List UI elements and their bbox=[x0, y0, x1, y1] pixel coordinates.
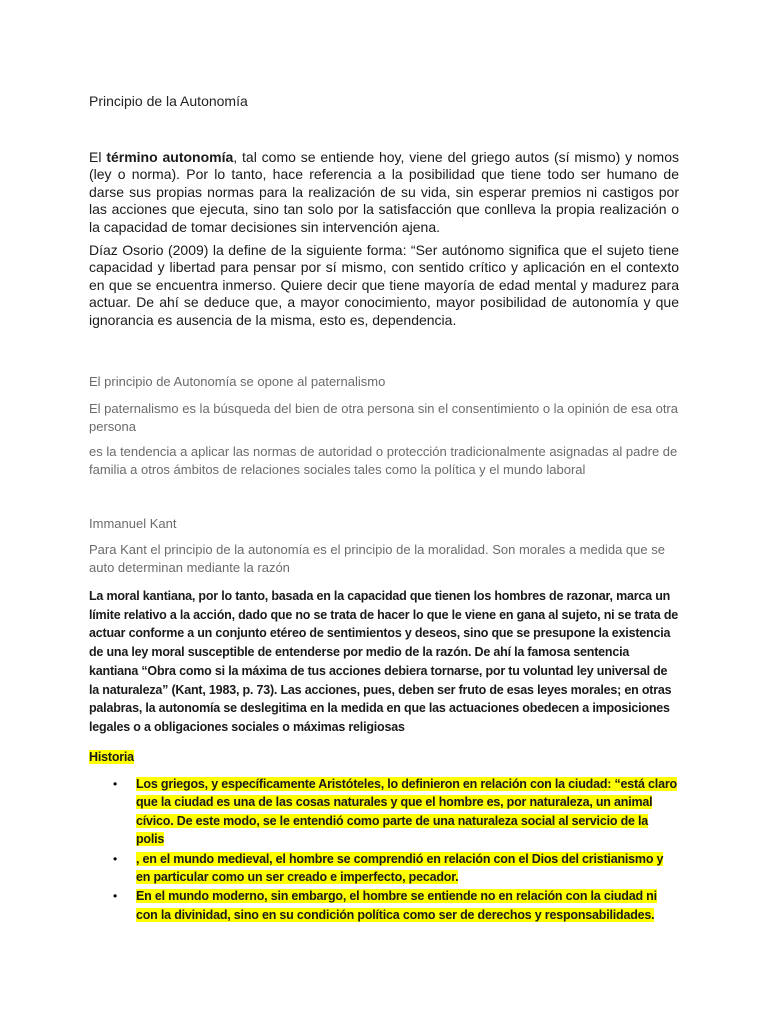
list-item bbox=[113, 850, 678, 887]
intro-prefix: El bbox=[89, 149, 107, 165]
bullet-icon: • bbox=[113, 889, 118, 904]
list-item bbox=[113, 775, 678, 849]
intro-paragraph bbox=[89, 149, 679, 236]
history-heading-line bbox=[89, 748, 679, 766]
moral-kantiana-paragraph: La moral kantiana, por lo tanto, basada en la capacidad que tienen los hombres de razonar, marca un límite relativo a la acción, dado que no se trata de hacer lo que le viene en gana al sujeto, ni se trata de actuar conforme a un conjunto etéreo de sentimientos y deseos, sino que se presupone la existencia de una ley moral susceptible de entenderse por medio de la razón. De ahí la famosa sentencia kantiana “Obra como si la máxima de tus acciones debiera tornarse, por tu voluntad ley universal de la naturaleza” (Kant, 1983, p. 73). Las acciones, pues, deben ser fruto de esas leyes morales; en otras palabras, la autonomía se deslegitima en la medida en que las actuaciones obedecen a imposiciones legales o a obligaciones sociales o máximas religiosas bbox=[89, 589, 679, 734]
bullet-icon: • bbox=[113, 851, 118, 866]
history-item-medieval: , en el mundo medieval, el hombre se comprendió en relación con el Dios del cristianismo y en particular como un ser creado e imperfecto, pecador. bbox=[136, 851, 664, 885]
intro-rest: , tal como se entiende hoy, viene del griego autos (sí mismo) y nomos (ley o norma). Por lo tanto, hace referencia a la posibilidad que tiene todo ser humano de darse sus propias normas para la realización de su vida, sin esperar premios ni castigos por las acciones que ejecuta, sino tan solo por la satisfacción que conlleva la propia realización o la capacidad de tomar decisiones sin intervención ajena. bbox=[89, 149, 679, 235]
history-item-modern: En el mundo moderno, sin embargo, el hombre se entiende no en relación con la ciudad ni con la divinidad, sino en su condición política como ser de derechos y responsabilidades. bbox=[136, 889, 657, 922]
bullet-icon: • bbox=[113, 777, 118, 791]
document-title: Principio de la Autonomía bbox=[89, 93, 248, 109]
paternalism-paragraph-1: El paternalismo es la búsqueda del bien de otra persona sin el consentimiento o la opinión de esa otra persona bbox=[89, 401, 678, 434]
intro-bold-term: término autonomía bbox=[106, 149, 234, 165]
history-item-greeks: Los griegos, y específicamente Aristóteles, lo definieron en relación con la ciudad: “está claro que la ciudad es una de las cosas naturales y que el hombre es, por naturaleza, un animal cívico. De este modo, se le entendió como parte de una naturaleza social al servicio de la polis bbox=[136, 777, 677, 847]
paternalism-paragraph-2: es la tendencia a aplicar las normas de autoridad o protección tradicionalmente asignadas al padre de familia a otros ámbitos de relaciones sociales tales como la política y el mundo laboral bbox=[89, 444, 678, 477]
kant-paragraph: Para Kant el principio de la autonomía es el principio de la moralidad. Son morales a medida que se auto determinan mediante la razón bbox=[89, 542, 665, 575]
history-heading: Historia bbox=[89, 750, 134, 764]
list-item bbox=[113, 887, 678, 924]
paternalism-heading: El principio de Autonomía se opone al paternalismo bbox=[89, 374, 386, 389]
diaz-osorio-paragraph: Díaz Osorio (2009) la define de la siguiente forma: “Ser autónomo significa que el sujeto tiene capacidad y libertad para pensar por sí mismo, con sentido crítico y aplicación en el contexto en que se encuentra inmerso. Quiere decir que tiene mayoría de edad mental y madurez para actuar. De ahí se deduce que, a mayor conocimiento, mayor posibilidad de autonomía y que ignorancia es ausencia de la misma, esto es, dependencia. bbox=[89, 242, 679, 328]
kant-heading: Immanuel Kant bbox=[89, 516, 177, 531]
history-list bbox=[113, 775, 678, 925]
